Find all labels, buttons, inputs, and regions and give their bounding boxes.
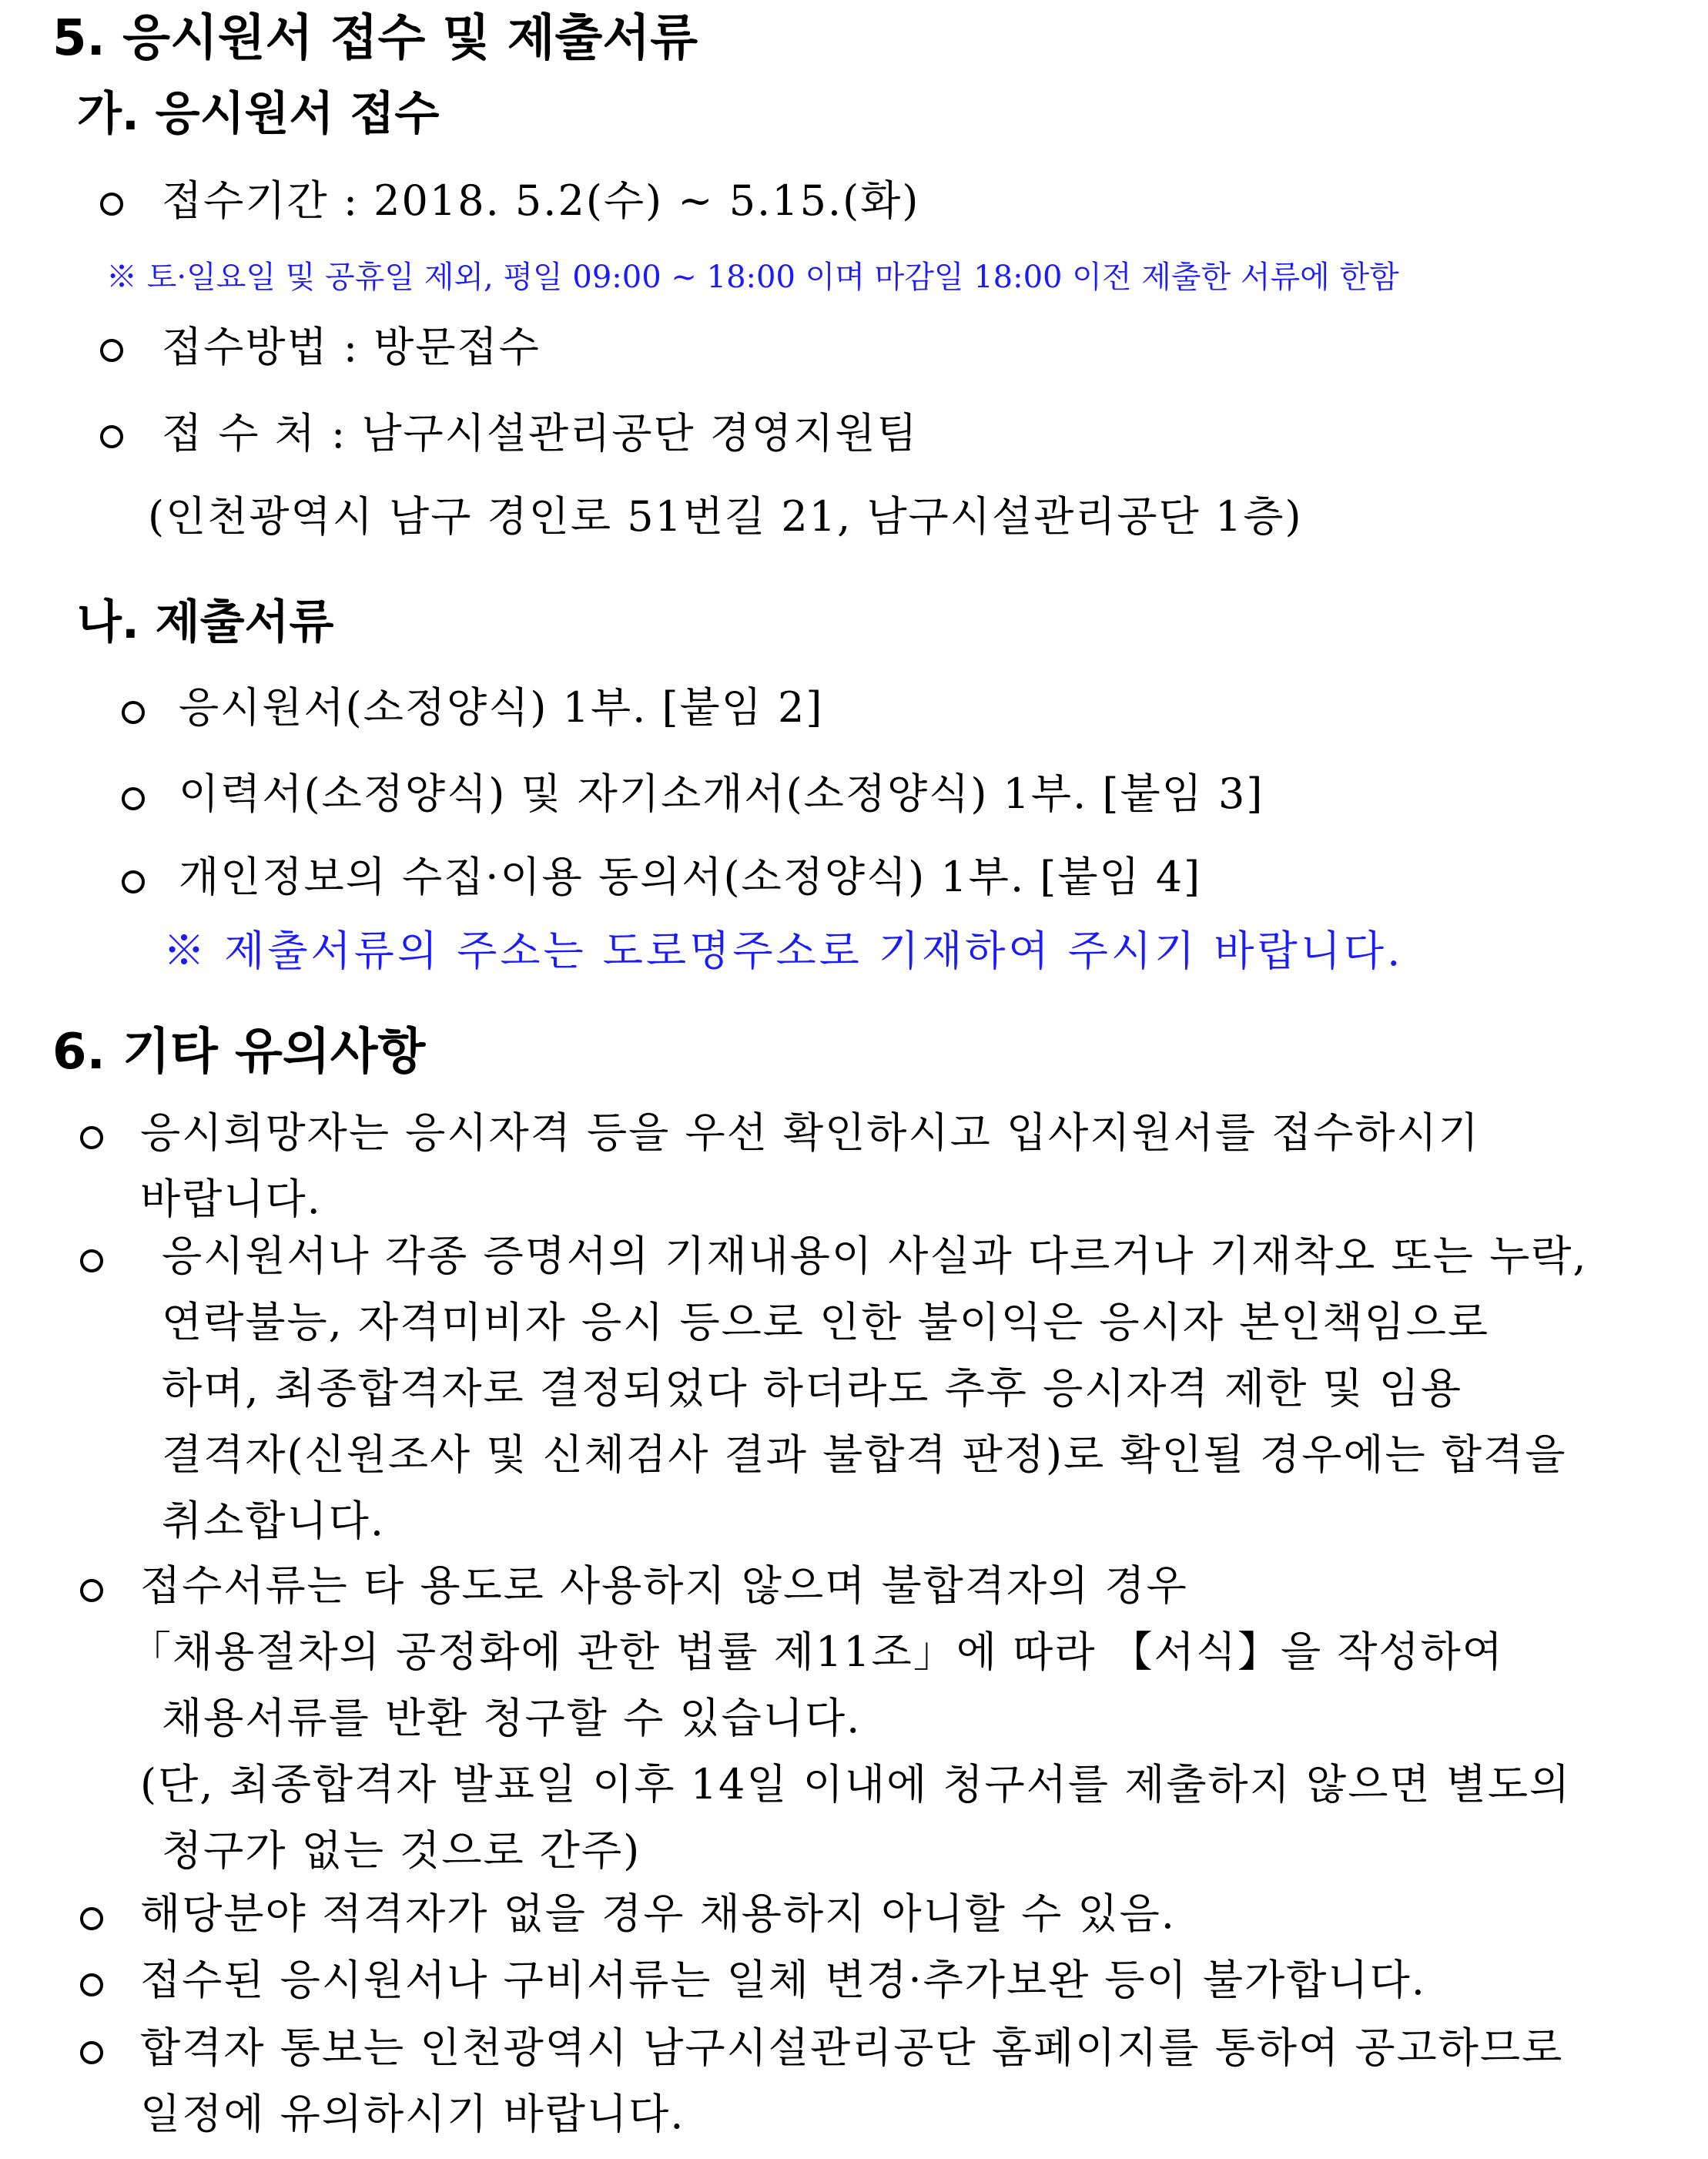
notice-3-line4: (단, 최종합격자 발표일 이후 14일 이내에 청구서를 제출하지 않으면 별도의 <box>140 1760 1572 1809</box>
bullet-icon <box>122 787 145 810</box>
document-1: 응시원서(소정양식) 1부. [붙임 2] <box>179 683 824 732</box>
reception-address: (인천광역시 남구 경인로 51번길 21, 남구시설관리공단 1층) <box>148 492 1303 541</box>
subsection-a-title: 가. 응시원서 접수 <box>77 87 440 141</box>
notice-2-line1: 응시원서나 각종 증명서의 기재내용이 사실과 다르거나 기재착오 또는 누락, <box>162 1232 1588 1280</box>
subsection-b-title: 나. 제출서류 <box>77 595 334 649</box>
section5-title: 5. 응시원서 접수 및 제출서류 <box>52 10 698 67</box>
reception-method: 접수방법 : 방문접수 <box>162 323 541 371</box>
reception-period-note: ※ 토·일요일 및 공휴일 제외, 평일 09:00 ~ 18:00 이며 마감일 18:00 이전 제출한 서류에 한함 <box>106 260 1399 295</box>
bullet-icon <box>80 1249 103 1272</box>
bullet-icon <box>80 1907 103 1930</box>
document-3: 개인정보의 수집·이용 동의서(소정양식) 1부. [붙임 4] <box>179 853 1202 901</box>
notice-3-line1: 접수서류는 타 용도로 사용하지 않으며 불합격자의 경우 <box>140 1561 1188 1610</box>
notice-4: 해당분야 적격자가 없을 경우 채용하지 아니할 수 있음. <box>140 1889 1176 1938</box>
bullet-icon <box>122 870 145 893</box>
bullet-icon <box>122 701 145 724</box>
reception-period: 접수기간 : 2018. 5.2(수) ~ 5.15.(화) <box>162 176 920 225</box>
notice-5: 접수된 응시원서나 구비서류는 일체 변경·추가보완 등이 불가합니다. <box>140 1956 1426 2004</box>
document-2: 이력서(소정양식) 및 자기소개서(소정양식) 1부. [붙임 3] <box>179 769 1264 818</box>
notice-1-line2: 바랍니다. <box>140 1175 322 1223</box>
notice-2-line4: 결격자(신원조사 및 신체검사 결과 불합격 판정)로 확인될 경우에는 합격을 <box>162 1430 1567 1479</box>
notice-3-line2: 「채용절차의 공정화에 관한 법률 제11조」에 따라 【서식】을 작성하여 <box>129 1628 1504 1676</box>
notice-2-line5: 취소합니다. <box>162 1497 385 1545</box>
section6-title: 6. 기타 유의사항 <box>52 1024 426 1081</box>
bullet-icon <box>80 1579 103 1602</box>
bullet-icon <box>80 1973 103 1996</box>
bullet-icon <box>100 193 123 216</box>
bullet-icon <box>100 339 123 362</box>
documents-note: ※ 제출서류의 주소는 도로명주소로 기재하여 주시기 바랍니다. <box>163 927 1404 975</box>
notice-2-line3: 하며, 최종합격자로 결정되었다 하더라도 추후 응시자격 제한 및 임용 <box>162 1364 1463 1413</box>
notice-6-line1: 합격자 통보는 인천광역시 남구시설관리공단 홈페이지를 통하여 공고하므로 <box>140 2023 1564 2072</box>
notice-1-line1: 응시희망자는 응시자격 등을 우선 확인하시고 입사지원서를 접수하시기 <box>140 1108 1480 1157</box>
notice-3-line3: 채용서류를 반환 청구할 수 있습니다. <box>162 1694 862 1742</box>
notice-6-line2: 일정에 유의하시기 바랍니다. <box>140 2090 685 2138</box>
notice-2-line2: 연락불능, 자격미비자 응시 등으로 인한 불이익은 응시자 본인책임으로 <box>162 1298 1490 1346</box>
notice-3-line5: 청구가 없는 것으로 간주) <box>162 1826 641 1875</box>
bullet-icon <box>80 1126 103 1149</box>
reception-place: 접 수 처 : 남구시설관리공단 경영지원팀 <box>162 409 919 458</box>
bullet-icon <box>80 2041 103 2064</box>
bullet-icon <box>100 425 123 448</box>
